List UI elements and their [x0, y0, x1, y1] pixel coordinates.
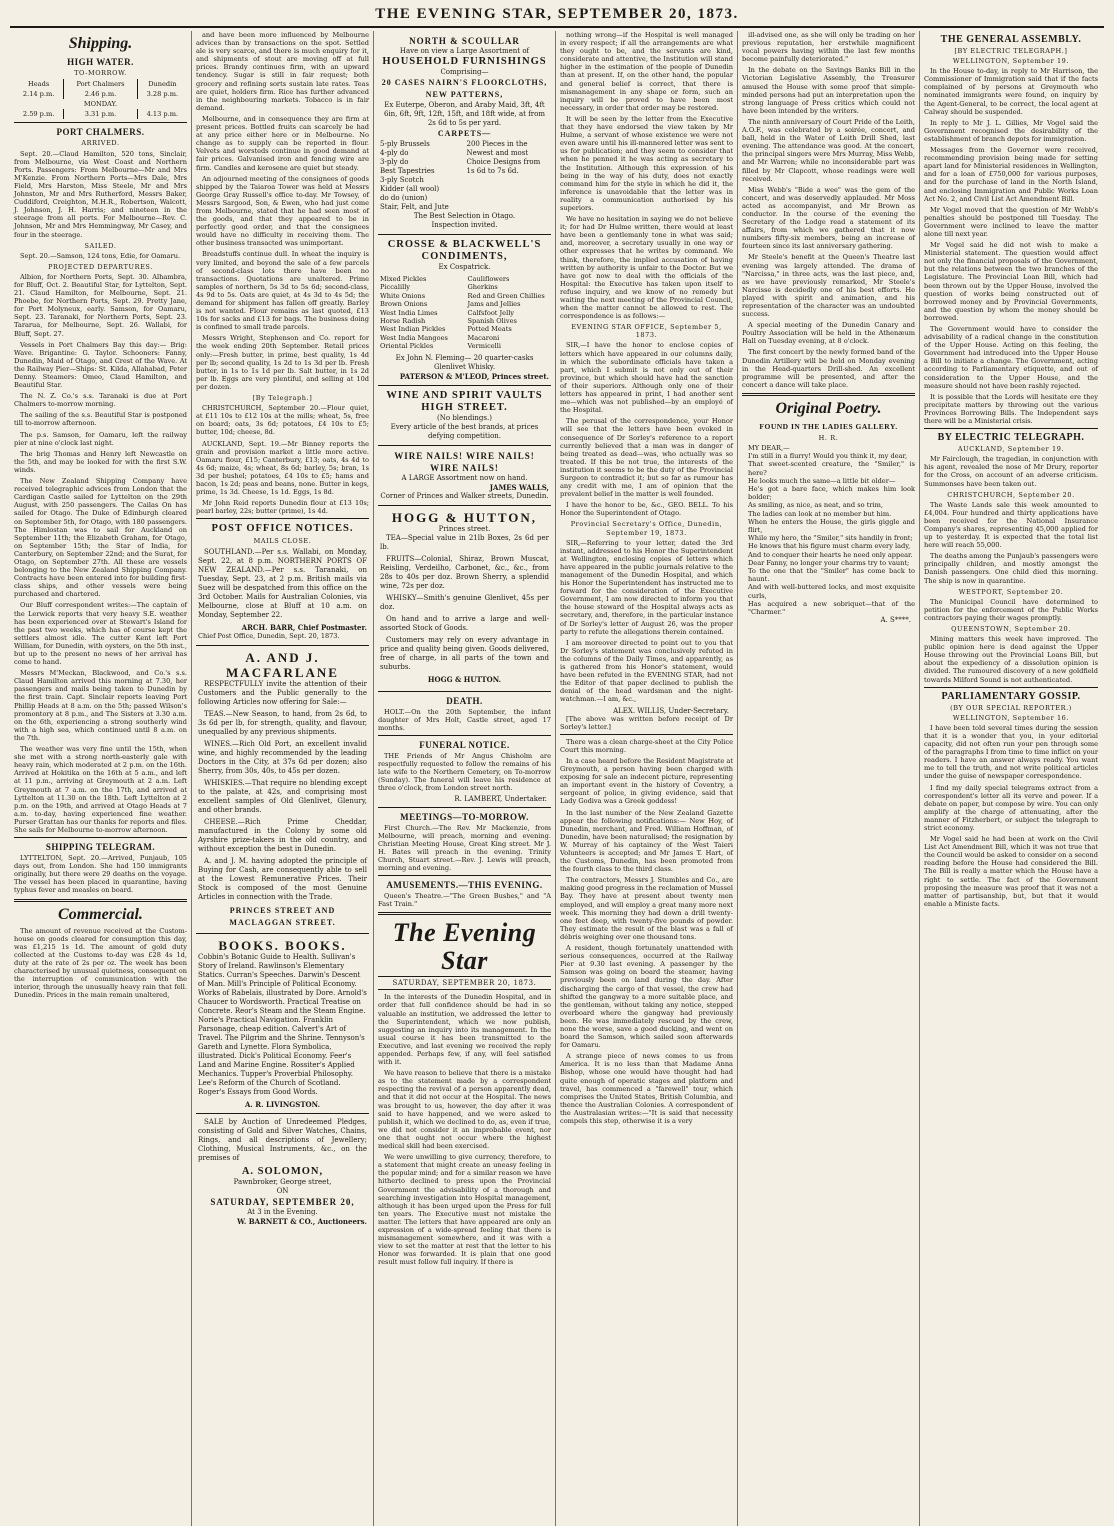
ad-item: A. and J. M. having adopted the principle of Buying for Cash, are consequently able to sell at the Lowest Remunerative Prices. Their Stock is composed of the most Genuine Articles in connection with the Trade. [198, 857, 367, 902]
paragraph: The sailing of the s.s. Beautiful Star is postponed till to-morrow afternoon. [14, 411, 187, 428]
news-paragraph: The first concert by the newly formed band of the Dunedin Artillery will be held on Monday evening in the Head-quarters Drill-shed. An excellent programme will be presented, and after the concert a dance will take place. [742, 348, 915, 389]
news-paragraph: In the last number of the New Zealand Gazette appear the following notifications:— New Hoy, of Dunedin, merchant, and Fred. William Hoffman, of Dunedin, have been naturalised; the resignation by W. Murray of his captaincy of the West Taieri Volunteers is accepted; and Mr James T. Hart, of the Customs, Dunedin, has been promoted from the fourth class to the third class. [560, 808, 733, 874]
post-office-notice [196, 518, 369, 645]
editorial-paragraph: We were unwilling to give currency, therefore, to a statement that might create an uneasy feeling in the popular mind; and for a similar reason we have hitherto declined to press upon the Provincial Government the advisability of a thorough and searching investigation into Hospital management, although it has been urged upon the Press for full ten years. The Executive must not mistake the matter. The letters that have appeared are only an expression of a wide-spread feeling that there is mismanagement somewhere, and it was with a view to set the matter at rest that the letter to his Honor was forwarded. It is plain that one good result must follow full inquiry. If there is [378, 1153, 551, 1267]
ad-item: Customers may rely on every advantage in price and quality being given. Goods delivered, free of charge, in all parts of the town and suburbs. [380, 635, 549, 671]
news-paragraph: The deaths among the Punjaub's passengers were principally children, and mostly amongst the Danish passengers. One child died this morning. The ship is now in quarantine. [924, 552, 1098, 585]
paterson-signature: PATERSON & M'LEOD, Princes street. [399, 371, 549, 381]
paragraph: AUCKLAND, Sept. 19.—Mr Binney reports the grain and provision market a little more active. Oamaru flour, £15; Canterbury, £13; oats, 4s 4d to 4s 6d; maize, 4s; wheat, 8s 6d; barley, 5s; bran, 1s 3d per bushel; potatoes, £4 10s to £5; hams and bacon, 1s 2d; peas and beans, none. Butter in kegs, prime, 1s 3d. Cheese, 1s 1d. Eggs, 1s 8d. [196, 439, 369, 497]
tide-row [14, 109, 187, 119]
projected-label: PROJECTED DEPARTURES. [48, 262, 153, 271]
books-signature: A. R. LIVINGSTON. [244, 1100, 321, 1110]
sale-date: SATURDAY, SEPTEMBER 20, [210, 1197, 355, 1208]
list-item: Best Tapestries [380, 167, 435, 175]
editorial-paragraph: In the interests of the Dunedin Hospital, and in order that full confidence should be had in so valuable an institution, we addressed the letter to the Superintendent, which we now publish, suggesting an inquiry into its management. In the usual course it has been transmitted to the Executive, and last evening we received the reply appended. Perhaps few, if any, will feel satisfied with it. [378, 993, 551, 1067]
news-paragraph: I find my daily special telegrams extract from a correspondent's letter all its verve and power. If a debate on paper, but compose by wire. You can only amplify at the charge of attenuating, after the manner of Fitzherbert, or subject the telegraph to strict economy. [924, 783, 1098, 832]
wine-ad [378, 385, 551, 445]
funeral-signature: R. LAMBERT, Undertaker. [454, 795, 547, 804]
post-office-date: Chief Post Office, Dunedin, Sept. 20, 1873. [198, 632, 340, 641]
list-item: Calfsfoot Jelly [467, 308, 515, 317]
commercial-heading: Commercial. [58, 905, 143, 923]
paragraph: Our Bluff correspondent writes:—The captain of the Lerwick reports that very heavy S.E. weather has been experienced over at Stewart's Island for the past two weeks, which has of course kept the settlers almost idle. The cutter Kent left Port William, for Dunedin, with oysters, on the 5th inst., but up to the present no news of her arrival has come to hand. [14, 601, 187, 667]
amusements-text: Queen's Theatre.—"The Green Bushes," and "A Fast Train." [378, 892, 551, 909]
list-item: Red and Green Chillies [467, 291, 545, 300]
reply-signature: ALEX. WILLIS, Under-Secretary. [613, 706, 729, 715]
editorial-paragraph: It will be seen by the letter from the Executive that they have endorsed the view taken by Mr Hulme, a servant of whose existence we were not even aware until his ill-mannered letter was sent to us for publication; and they seem to consider that when he penned it he was acting as secretary to the Institution. Although this expression of his being in the way of his duty, does not exactly command him for the style in which he did it, the inference is unavoidable that the letter was in reality a communication authorised by his superiors. [560, 114, 733, 212]
telegraph-label: [BY ELECTRIC TELEGRAPH.] [954, 47, 1068, 55]
news-paragraph: ill-advised one, as she will only be trading on her previous reputation, her erstwhile magnificent vocal powers having within the last few months become painfully deteriorated." [742, 31, 915, 64]
poem-line: He knows that his figure must charm every lady, [748, 542, 911, 551]
ad-item: On hand and to arrive a large and well-assorted Stock of Goods. [380, 614, 549, 632]
news-paragraph: Mr Vogel moved that the question of Mr Webb's penalties should be postponed till Tuesday. The Government were inclined to leave the matter alone till next year. [924, 205, 1098, 238]
ad-item: TEAS.—New Season, to hand, from 2s 6d, to 3s 6d per lb, for strength, quality, and flavour, unequalled by any previous shipments. [198, 710, 367, 737]
port-chalmers-heading: PORT CHALMERS. [56, 127, 145, 138]
list-item: 3-ply Scotch [380, 176, 424, 184]
shipping-heading: Shipping. [68, 35, 133, 52]
list-item: Vermicelli [467, 342, 501, 351]
list-item: Kidder (all wool) [380, 185, 440, 193]
poem-line: I'm still in a flurry! Would you think it, my dear, [748, 452, 908, 461]
poem-line: And with well-buttered locks, and most exquisite curls, [748, 583, 915, 600]
nails-ad [378, 445, 551, 505]
list-item: Piccalilly [380, 283, 411, 292]
news-paragraph: Miss Webb's "Bide a wee" was the gem of the concert, and was deservedly applauded. Mr Moss acted as accompanyist, and Mr Brown as conductor. In the course of the evening the Secretary of the Lodge read a statement of its affairs, from which we gathered that it now numbers fifty-six members, being an increase of fourteen since its last anniversary gathering. [742, 185, 915, 251]
solomon-name: A. SOLOMON, [241, 1166, 324, 1178]
news-paragraph: Mr Steele's benefit at the Queen's Theatre last evening was largely attended. The drama of "Narcissa," in three acts, was the last piece, and, as we have previously remarked, Mr Steele's Narcisse is decidedly one of his best efforts. He played with spirit and animation, and his representation of the character was an undoubted success. [742, 253, 915, 319]
christchurch-dateline: CHRISTCHURCH, September 20. [947, 490, 1075, 499]
macfarlane-ad [196, 645, 369, 933]
news-paragraph: Mining matters this week have improved. The public opinion here is dead against the Upper House throwing out the Provincial Loans Bill, but about the expediency of a dissolution opinion is divided. The rumoured discovery of a new goldfield towards Milford Sound is not authenticated. [924, 635, 1098, 684]
news-paragraph: It is possible that the Lords will hesitate ere they precipitate matters by throwing out the various Provinces Borrowing Bills. The Independent says there will be a Ministerial crisis. [924, 392, 1098, 426]
news-paragraph: A strange piece of news comes to us from America. It is no less than that Madame Anna Bishop, whose one would have thought had had quite enough of operatic stages and platform and travel, has commenced a "farewell" tour, which comprises the United States, British Columbia, and thence the Australian Colonies. A correspondent of the Australasian writes:—"It is said that necessity compels this step, otherwise it is a very [560, 1052, 733, 1125]
news-paragraph: In reply to Mr J. L. Gillies, Mr Vogel said the Government recognised the desirability of the establishment of branch depots for immigration. [924, 118, 1098, 143]
list-item: Potted Meats [467, 325, 512, 334]
tide-head: Port Chalmers [64, 79, 137, 89]
letter-paragraph: I have the honor to be, &c., GEO. BELL. To his Honor the Superintendent of Otago. [560, 501, 733, 518]
nails-heading: WIRE NAILS! WIRE NAILS! WIRE NAILS! [394, 450, 535, 473]
macfarlane-heading: A. AND J. MACFARLANE [226, 650, 339, 681]
death-text: HOLT.—On the 20th September, the infant daughter of Mrs Holt, Castle street, aged 17 months. [378, 707, 551, 732]
reply-paragraph: SIR,—Referring to your letter, dated the 3rd instant, addressed to his Honor the Superintendent at Wellington, enclosing copies of letters which have appeared in the public journals relative to the management of the Dunedin Hospital, and which his Honor the Superintendent has instructed me to forward for the consideration of the Executive Government, I am now directed to inform you that the house steward of the Hospital always acts as secretary, and, therefore, in the particular instance of Dr Sorley's letter of August 26, was the proper party to refute the allegations therein contained. [560, 538, 733, 636]
reply-paragraph: I am moreover directed to point out to you that Dr Sorley's statement was conclusively refuted in the columns of the Daily Times, and apparently, as is gathered from his Honor's statement, would have been refuted in the EVENING STAR, had not the Editor of that paper declined to publish the denial of the head wardsman and the night-watchman.—I am, &c., [560, 638, 733, 704]
news-paragraph: Mr Vogel said he had been at work on the Civil List Act Amendment Bill, which it was not true that the Council would be asked to consider on a second reading before the House had considered the Bill. The Bill is really a matter which the House have a right to settle. The fact of the Government proposing the measure was proof that it was not a matter of partisanship, but, but that it would enable a Ministe facts. [924, 835, 1098, 908]
on-label: ON [276, 1187, 289, 1196]
tide-day-row [14, 99, 187, 109]
westport-dateline: WESTPORT, September 20. [958, 587, 1064, 596]
tide-cell: 3.28 p.m. [146, 90, 179, 99]
list-item: Cauliflowers [467, 275, 510, 283]
north-scoullar-ad [378, 31, 551, 234]
wellington-dateline: WELLINGTON, September 19. [952, 57, 1070, 66]
editorial-paragraph: nothing wrong—if the Hospital is well managed in every respect; if all the arrangements are what they ought to be, and the servants are kind, considerate and attentive, the Institution will stand higher in the estimation of the people of Dunedin than at present. If, on the other hand, the popular and general belief is correct, that there is mismanagement in any shape or form, such an inquiry will be proved to have been most necessary, in order that order may be restored. [560, 31, 733, 112]
list-item: Macaroni [467, 333, 500, 342]
carpet-list [380, 140, 463, 212]
nails-text: A LARGE Assortment now on hand. [401, 473, 528, 482]
sale-ad [196, 1113, 369, 1230]
list-item: Horse Radish [380, 317, 426, 326]
hogg-hutton-signature: HOGG & HUTTON. [427, 674, 502, 684]
paragraph: The weather was very fine until the 15th, when she met with a strong north-easterly gale with heavy rain, which moderated at 2 p.m. on the 16th. Arrived at Hokitika on the 16th at 5 a.m., and left at 11 p.m., arriving at Greymouth at 2 a.m. Left Greymouth at 7 a.m. on the 17th, and arrived at Lyttelton at 11.30 on the 18th. Left Lyttelton at 2 p.m. on the 19th, and arrived at Otago Heads at 7 a.m. to-day, having experienced fine weather. Purser Grattan has our thanks for reports and files. She sails for Melbourne to-morrow afternoon. [14, 745, 187, 834]
wine-heading: WINE AND SPIRIT VAULTS HIGH STREET. [386, 389, 543, 413]
list-item: West Indian Pickles [380, 325, 446, 334]
poem-line: He looks much the same—a little bit older— [748, 476, 896, 485]
poem-line: To the one that the "Smiler" has come back to haunt. [748, 567, 915, 584]
poem-line: When he enters the House, the girls giggle and flirt, [748, 517, 915, 535]
hogg-hutton-heading: HOGG & HUTTON, [391, 509, 538, 525]
hogg-hutton-sub: Princes street. [438, 524, 491, 533]
sailed-label: SAILED. [84, 241, 117, 250]
reply-heading: Provincial Secretary's Office, Dunedin, September 19, 1873. [570, 520, 723, 537]
hogg-hutton-ad [378, 505, 551, 688]
crosse-blackwell-ad [378, 234, 551, 385]
gossip-dateline: WELLINGTON, September 16. [952, 713, 1070, 722]
news-paragraph: The Municipal Council have determined to petition for the enforcement of the Public Works contractors paying their wages promptly. [924, 597, 1098, 622]
pawnbroker-line: Pawnbroker, George street, [233, 1178, 332, 1187]
poem-body [742, 444, 915, 616]
tide-row [14, 89, 187, 99]
projected-text: Albion, for Northern Ports, Sept. 30. Alhambra, for Bluff, Oct. 2. Beautiful Star, for Lyttelton, Sept. 21. Claud Hamilton, for Melbourne, Sept. 21. Phoebe, for Northern Ports, Sept. 29. Pretty Jane, for Port Molyneux, early. Samson, for Oamaru, Sept. 23. Taranaki, for Northern Ports, Sept. 23. Tararua, for Melbourne, Sept. 26. Wallabi, for Bluff, Sept. 27. [14, 272, 187, 338]
books-ad [196, 933, 369, 1113]
list-item: Jams and Jellies [467, 300, 521, 309]
poem-line: He's got a bare face, which makes him look bolder; [748, 485, 915, 502]
list-item: 4-ply do [380, 149, 409, 157]
post-office-text: SOUTHLAND.—Per s.s. Wallabi, on Monday, Sept. 22, at 8 p.m. NORTHERN PORTS OF NEW ZEALAND.—Per s.s. Taranaki, on Tuesday, Sept. 23, at 2 p.m. British mails via Suez will be despatched from this office on the 3rd October. Mails for Australian Colonies, via Melbourne, close at Bluff at 10 a.m. on Monday, September 22. [198, 548, 367, 620]
commercial-text: The amount of revenue received at the Custom-house on goods cleared for consumption this day, was £1,215 1s 1d. The amount of gold duty collected at the Customs to-day was £28 4s 1d, duty at the rate of 2s per oz. The week has been characterised by unusual quietness, consequent on the interruption of communication with the interior, through the unusually heavy rain that fell. Dunedin. Prices in the main remain unaltered, [14, 926, 187, 1000]
editorial-paragraph: We have no hesitation in saying we do not believe it; for had Dr Hulme written, there would at least have been a gentlemanly tone in what was said; and, moreover, a secretary usually in one way or other expresses that he writes by command. We think, therefore, the implied accusation of having written by authority is unfair to the Doctor. But we have got now to deal with the officials of the Hospital: the Executive has taken upon itself to refuse inquiry, and we know of no remedy but waiting the next meeting of the Provincial Council, when the matter cannot be allowed to rest. The correspondence is as follows:— [560, 215, 733, 321]
books-heading: BOOKS. BOOKS. [218, 938, 347, 954]
column-4 [556, 31, 738, 1526]
sale-text: SALE by Auction of Unredeemed Pledges, consisting of Gold and Silver Watches, Chains, Rings, and all descriptions of Jewellery; Clothing, Musical Instruments, &c., on the premises of [198, 1118, 367, 1163]
tide-cell: 3.31 p.m. [64, 109, 137, 119]
poem-line: MY DEAR,— [748, 444, 790, 453]
letter-heading: EVENING STAR OFFICE, September 5, 1873. [571, 323, 722, 340]
reply-note: [The above was written before receipt of Dr Sorley's letter.] [560, 714, 733, 731]
paragraph: The New Zealand Shipping Company have received telegraphic advices from London that the Cardigan Castle sailed for Lyttelton on the 29th August, with 250 passengers. The Cailas On has sailed for Otago. The Duke of Edinburgh cleared on September 5th, for Otago, with 180 passengers. The Himlostan was to sail for Auckland on September 11th; the Elizabeth Graham, for Otago, on September 15th; the Star of India, for Canterbury, on September 22nd; and the Surat, for Otago, on September 27th. All these are vessels belonging to the New Zealand Shipping Company. Contracts have been entered into for building first-class ships, and other vessels were being purchased and chartered. [14, 477, 187, 599]
letter-paragraph: The perusal of the correspondence, your Honor will see that the letters have been evoked in consequence of Dr Sorley's reference to a report currently believed that a man was in danger of being treated as dead—was, who actually was so treated. If this be not true, the interests of the institution it seems to be the duty of the Provincial Surgeon to contradict it; but so far as rumour has any credit with me, I am of opinion that the prevalent belief in the matter is well founded. [560, 417, 733, 499]
tide-table [14, 79, 187, 119]
funeral-text: THE Friends of Mr Angus Chisholm are respectfully requested to follow the remains of his late wife to the Northern Cemetery, on To-morrow (Sunday). The funeral will leave his residence at three o'clock, from London street north. [378, 751, 551, 793]
paragraph: The p.s. Samson, for Oamaru, left the railway pier at nine o'clock last night. [14, 430, 187, 447]
walls-signature: JAMES WALLS, [489, 482, 549, 492]
macfarlane-text: RESPECTFULLY invite the attention of their Customers and the Public generally to the following Articles now offering for Sale:— [198, 680, 367, 707]
poem-line: While my hero, the "Smiler," sits handily in front; [748, 534, 913, 543]
north-scoullar-text: Have on view a Large Assortment of [399, 47, 530, 55]
arrived-label: ARRIVED. [81, 139, 120, 148]
post-office-signature: ARCH. BARR, Chief Postmaster. [241, 623, 367, 633]
list-item: Oriental Pickles [380, 342, 434, 351]
high-water-heading: HIGH WATER. [67, 57, 134, 67]
list-item: Stair, Felt, and Jute [380, 203, 449, 211]
meetings-heading: MEETINGS—TO-MORROW. [400, 811, 529, 822]
paragraph: An adjourned meeting of the consignees of goods shipped by the Taiaroa Tower was held at Messrs George Gray Russell's office to-day. Mr Towsey, of Messrs Sargood, Son, & Ewen, who had just come from Melbourne, stated that he had seen most of the goods, and that they appeared to be in perfectly good order, and that the consignees would have no difficulty in receiving them. The other business transacted was unimportant. [196, 174, 369, 248]
news-paragraph: In a case heard before the Resident Magistrate at Greymouth, a person having been charged with exposing for sale an indecent picture, representing an important event in the history of Coventry, a sergeant of police, in giving evidence, said that Lady Godiva was a Greek goddess! [560, 756, 733, 806]
news-paragraph: In the House to-day, in reply to Mr Harrison, the Commissioner of Immigration said that if the facts complained of by persons at Greymouth who nominated immigrants were found, on inquiry by the Agent-General, to be correct, the local agent at Calway should be suspended. [924, 67, 1098, 116]
paragraph: Melbourne, and in consequence they are firm at present prices. Bottled fruits can scarcely be had at any price either here or in Melbourne. No change as to supply can be reported in flour. Velvets and worsteds continue in good demand at fair prices. Galvanised iron and fencing wire are firm. Candles and kerosene are quiet but steady. [196, 114, 369, 172]
paragraph: Mr John Reid reports Dunedin flour at £13 10s; pearl barley, 22s; butter (prime), 1s 4d. [196, 499, 369, 516]
sailed-text: Sept. 20.—Samson, 124 tons, Edie, for Oamaru. [20, 251, 181, 260]
auctioneers-signature: W. BARNETT & CO., Auctioneers. [237, 1217, 367, 1227]
cases-heading: 20 CASES NAIRN'S FLOORCLOTHS, NEW PATTERNS, [381, 78, 548, 99]
ad-item: WHISKY—Smith's genuine Glenlivet, 45s per doz. [380, 593, 549, 611]
tide-heads-row [14, 79, 187, 89]
newspaper-title: THE EVENING STAR, SEPTEMBER 20, 1873. [375, 6, 739, 22]
editorial-dateline: SATURDAY, SEPTEMBER 20, 1873. [378, 976, 551, 990]
paragraph: and have been more influenced by Melbourne advices than by transactions on the spot. Settled ale is very scarce, and there is much enquiry for it, and shipments of stout are moving off at full prices. Brandy continues firm, with an upward tendency. Sugar is still in fair request; both grocery and refining sorts sustain late rates. Teas are quiet, holders firm. Rice has further advanced in the neighbouring markets. Tobacco is in fair demand. [196, 31, 369, 112]
list-item: 3-ply do [380, 158, 409, 166]
macfarlane-address: PRINCES STREET AND MACLAGGAN STREET. [229, 906, 336, 928]
original-poetry-heading: Original Poetry. [775, 399, 882, 417]
column-3 [374, 31, 556, 1526]
list-item: Gherkins [467, 283, 498, 292]
news-paragraph: The contractors, Messrs J. Stumbles and Co., are making good progress in the reclamation of Mussel Bay. They have at present about twenty men employed, and will employ a great many more next week. This morning they had down a drill twenty-one feet deep, with twenty-five pounds of powder. They estimate the result of the blast was a fall of débris weighing over one thousand tons. [560, 876, 733, 941]
whisky-note: Ex John N. Fleming— 20 quarter-casks Glenlivet Whisky. [395, 353, 534, 371]
list-item: West India Mangoes [380, 333, 448, 342]
condiments-list [380, 275, 549, 351]
tide-cell: 4.13 p.m. [146, 110, 179, 119]
news-paragraph: A special meeting of the Dunedin Canary and Poultry Association will be held in the Athenæum Hall on Tuesday evening, at 8 o'clock. [742, 321, 915, 346]
tide-cell: 2.59 p.m. [14, 109, 64, 119]
poem-line: That sweet-scented creature, the "Smiler," is here? [748, 460, 915, 477]
paragraph: The N. Z. Co.'s s.s. Taranaki is due at Port Chalmers to-morrow morning. [14, 392, 187, 409]
evening-star-nameplate: The Evening Star [392, 918, 537, 976]
paragraph: CHRISTCHURCH, September 20.—Flour quiet, at £11 10s to £12 10s at the mills; wheat, 5s, free on board; oats, 3s 6d; potatoes, £4 10s to £5; butter, 10d; cheese, 8d. [196, 404, 369, 437]
poem-title: FOUND IN THE LADIES GALLERY. [759, 421, 898, 431]
monday-label: MONDAY. [83, 100, 118, 109]
carpet-note: 200 Pieces in the Newest and most Choice Designs from 1s 6d to 7s 6d. [466, 140, 541, 175]
poem-line: The ladies can look at no member but him. [748, 509, 892, 518]
news-paragraph: In the debate on the Savings Banks Bill in the Victorian Legislative Assembly, the Treasurer amused the House with some proof that simple-minded persons had put an interpretation upon the strong language of Press critics which could not have been intended by the writers. [742, 66, 915, 115]
ad-item: CHEESE.—Rich Prime Cheddar, manufactured in the Colony by some old Ayrshire prize-takers in the old country, and without exception the best in Dunedin. [198, 818, 367, 854]
tide-cell: 2.14 p.m. [14, 89, 64, 99]
poem-line: As smiling, as nice, as neat, and so trim, [748, 501, 883, 510]
tide-cell: 2.46 p.m. [64, 89, 137, 99]
paragraph: Messrs Wright, Stephenson and Co. report for the week ending 20th September. Retail prices only:—Fresh butter, in prime, best quality, 1s 4d per lb; second quality, 1s 2d to 1s 3d per lb. Fresh butter, in 1s to 1s 1d per lb. Salt butter, in 1s 2d per lb. Eggs are very plentiful, and selling at 10d per dozen. [196, 334, 369, 391]
masthead [10, 6, 1104, 28]
columns [10, 31, 1104, 1526]
mails-close-label: MAILS CLOSE. [253, 537, 312, 546]
news-paragraph: Mr Vogel said he did not wish to make a Ministerial statement. The question would affect not only the financial proposals of the Government, but the relations between the two branches of the Legislature. The Provincial Loan Bill, which had been thrown out by the Upper House, involved the question of works being constructed out of borrowed money and by Provincial Governments, and the question by whom the money should be borrowed. [924, 241, 1098, 322]
list-item: 5-ply Brussels [380, 140, 430, 148]
news-paragraph: Messages from the Governor were received, recommending provision being made for setting apart land for Ministerial residences in Wellington, and for a loan of £750,000 for various purposes, and for the purchase of land in the North Island, and enclosing Immigration and Public Works Loan Act No. 2, and Civil List Act Amendment Bill. [924, 146, 1098, 203]
column-2 [192, 31, 374, 1526]
wine-note: (No blendings.) [437, 413, 492, 422]
paragraph: Vessels in Port Chalmers Bay this day:— Brig: Wave. Brigantine: G. Taylor. Schooners: Fanny, Dunedin, Maid of Otago, and Crest of the Wave. At the Railway Pier—Ships: St. Kilda, Allahabad, Peter Denny. Steamers: Omeo, Claud Hamilton, and Beautiful Star. [14, 340, 187, 390]
meetings-text: First Church.—The Rev. Mr Mackenzie, from Melbourne, will preach, morning and evening. Christian Meeting House, Great King street. Mr J. H. Bates will preach in the evening. Trinity Church, Stuart street.—Rev. J. Lewis will preach, morning and evening. [378, 823, 551, 872]
arrived-text: Sept. 20.—Claud Hamilton, 520 tons, Sinclair, from Melbourne, via West Coast and Northern Ports. Passengers: From Melbourne—Mr and Mrs M'Kenzie. From Northern Ports—Mrs Dale, Mrs Field, Mrs Harston, Miss Steele, Mr and Mrs Johnston, Mr and Mrs Rutherford, Messrs Baker, Cuddiford, Creighton, M.H.R., Robertson, Walcott, J. Johnson, J. H. Harris; and nineteen in the steerage from all ports. For Melbourne—Rev. C. Johnson, Mr and Mrs Hemmingway, Mr Casey, and four in the steerage. [14, 149, 187, 239]
ad-item: WINES.—Rich Old Port, an excellent invalid wine, and highly recommended by the leading Doctors in the City, at 37s 6d per dozen; also Sherry, from 30s, 40s, to 45s per dozen. [198, 740, 367, 776]
auckland-dateline: AUCKLAND, September 19. [957, 445, 1065, 454]
parliamentary-gossip-heading: PARLIAMENTARY GOSSIP. [941, 690, 1081, 702]
list-item: White Onions [380, 291, 426, 300]
letter-paragraph: SIR,—I have the honor to enclose copies of letters which have appeared in our columns daily, in which the subordinate officials have taken a part, which I submit is not only out of their province, but which should have had the sanction of their superiors. Although only one of their letters has appeared in print, I had another sent me—which was not published—by an employé of the Hospital. [560, 341, 733, 415]
paragraph: Breadstuffs continue dull. In wheat the inquiry is very limited, and beyond the sale of a few parcels of second-class lots there have been no transactions. Quotations are unaltered. Prime samples of northern, 5s 3d to 5s 6d; second-class, 4s 9d to 5s. Oats are quiet, at 4s 3d to 4s 5d; the demand for shipment has fallen off greatly. Barley is not wanted. Flour remains as last quoted, £13 10s for sacks and £13 for bags. The business doing is confined to small trade parcels. [196, 250, 369, 332]
walls-address: Corner of Princes and Walker streets, Dunedin. [380, 491, 549, 500]
comprising-label: Comprising— [440, 68, 489, 76]
tide-head: Heads [14, 79, 64, 89]
list-item: Spanish Olives [467, 317, 517, 326]
news-paragraph: A resident, though fortunately unattended with serious consequences, occurred at the Railway Pier at 9.30 last evening. A passenger by the Samson was going on board the steamer, having previously been on land during the day. After discharging the cargo of that vessel, the crew had shifted the gangway to a more suitable place, and the gentleman, without taking any notice, stepped overboard where the gangway had previously been. He was immediately rescued by the crew, none the worse, save a good ducking, and went on board the Samson, which sailed soon afterwards for Oamaru. [560, 944, 733, 1050]
poem-line: Has acquired a new sobriquet—that of the "Charmer." [748, 599, 915, 617]
tomorrow-label: TO-MORROW. [74, 69, 127, 77]
news-paragraph: I have been told several times during the session that it is a wonder that you, in your editorial capacity, did not often run your pen through some of the paragraphs I from time to time inflict on your readers. I have an answer always ready. You want me to tell the truth, and not write political articles under the guise of newspaper correspondence. [924, 723, 1098, 781]
news-paragraph: Mr Fairclough, the tragedian, in conjunction with his agent, revealed the nose of Mr Drury, reporter for the Cross, on account of an adverse criticism. Summonses have been taken out. [924, 455, 1098, 488]
poem-line: Dear Fanny, no longer your charms try to vaunt; [748, 558, 910, 567]
paragraph: The brig Thomas and Henry left Newcastle on the 5th, and may be looked for with the first S.W. winds. [14, 449, 187, 474]
list-item: West India Limes [380, 308, 438, 317]
cases-text: Ex Euterpe, Oberon, and Araby Maid, 3ft, 4ft 6in, 6ft, 9ft, 12ft, 15ft, and 18ft wide, at from 2s 6d to 5s per yard. [383, 101, 546, 127]
tide-head: Dunedin [148, 80, 177, 89]
column-6 [920, 31, 1102, 1526]
poem-signature: A. S****. [880, 616, 911, 625]
books-list: Cobbin's Botanic Guide to Health. Sullivan's Story of Ireland. Rawlinson's Elementary Statics. Curran's Speeches. Darwin's Descent of Man. Mill's Principle of Political Economy. Works of Rabelais, illustrated by Dore. Arnold's Chaucer to Wordsworth. Practical Treatise on Concrete. Reor's Steam and the Steam Engine. Norie's Practical Navigation. Franklin Parsonage, cheap edition. Calvert's Art of Travel. The Pilgrim and the Shrine. Tennyson's Gareth and Lynette. Flora Symbolica, illustrated. Dick's Political Economy. Feer's Land and Marine Engine. Rossiter's Applied Mechanics. Tupper's Proverbial Philosophy. Lee's Reform of the Church of Scotland. Roger's Essays from Good Words. [198, 953, 367, 1097]
inspection-text: Inspection invited. [431, 221, 498, 229]
editorial-paragraph: We have reason to believe that there is a mistake as to the statement made by a correspondent respecting the revival of a person apparently dead, and that it did not occur at the Hospital. The news was brought to us, however, the day after it was said to have happened, and we were asked to publish it, which we declined to do, as, even if true, we did not consider it an improbable event, nor one that ought not occur where the highest medical skill had been exercised. [378, 1069, 551, 1151]
shipping-telegram-heading: SHIPPING TELEGRAM. [45, 842, 156, 853]
crosse-blackwell-heading: CROSSE & BLACKWELL'S CONDIMENTS, [387, 239, 542, 262]
list-item: Mixed Pickles [380, 275, 427, 283]
ad-item: TEA—Special value in 21lb Boxes, 2s 6d per lb. [380, 533, 549, 551]
news-paragraph: The ninth anniversary of Court Pride of the Leith, A.O.F., was celebrated by a soirée, concert, and ball, held in the Water of Leith Drill Shed, last evening. The attendance was good. At the concert, the principal singers were Mrs Murray, Miss Webb, and Mr Warren; while no inconsiderable part was filled by Mr Clapcott, whose readings were well received. [742, 117, 915, 183]
queenstown-dateline: QUEENSTOWN, September 20. [951, 625, 1071, 633]
news-paragraph: The Waste Lands sale this week amounted to £4,004. Four hundred and thirty applications have been received for the National Insurance Company's shares, representing 45,000 applied for up to yesterday. It is expected that the total list here will reach 55,000. [924, 500, 1098, 550]
column-1 [10, 31, 192, 1526]
column-5 [738, 31, 920, 1526]
telegram-text: LYTTELTON, Sept. 20.—Arrived, Punjaub, 105 days out, from London. She had 150 immigrants originally, but there were 29 deaths on the voyage. The vessel has been placed in quarantine, having typhus fever and measles on board. [14, 854, 187, 895]
news-paragraph: There was a clean charge-sheet at the City Police Court this morning. [560, 737, 733, 754]
electric-telegraph-heading: BY ELECTRIC TELEGRAPH. [937, 432, 1085, 444]
carpets-block [380, 140, 549, 212]
ad-item: FRUITS—Colonial, Shiraz, Brown Muscat, Reisling, Verdeilho, Carbonet, &c., &c., from 28s to 40s per doz. Brown Sherry, a splendid wine, 72s per doz. [380, 554, 549, 590]
paragraph: Messrs M'Meckan, Blackwood, and Co.'s s.s. Claud Hamilton arrived this morning at 7.30, her passengers and mails being taken to Dunedin by the first train. Capt. Sinclair reports leaving Port Phillip Heads at 8 a.m. on the 5th; passed Wilson's promontory at 8 p.m., and The Sisters at 3.30 a.m. on the 6th, experiencing a strong southerly wind with a high sea, which continued until 8 a.m. on the 7th. [14, 669, 187, 742]
household-heading: HOUSEHOLD FURNISHINGS [382, 56, 547, 67]
sale-time: At 3 in the Evening. [247, 1208, 318, 1217]
funeral-heading: FUNERAL NOTICE. [419, 739, 510, 750]
list-item: do do (union) [380, 194, 428, 202]
death-heading: DEATH. [446, 695, 483, 706]
list-item: Brown Onions [380, 300, 428, 309]
special-reporter-label: (BY OUR SPECIAL REPORTER.) [950, 703, 1072, 712]
poem-line: And to conquer their hearts he need only appear. [748, 550, 913, 559]
best-selection-text: The Best Selection in Otago. [413, 212, 516, 220]
amusements-heading: AMUSEMENTS.—THIS EVENING. [386, 880, 543, 891]
general-assembly-heading: THE GENERAL ASSEMBLY. [940, 34, 1082, 45]
ad-item: WHISKIES.—That require no blending except to the palate, at 42s, and comprising most excellent samples of Old Glenlivet, Glenury, and other brands. [198, 779, 367, 815]
poem-byline: H. R. [818, 433, 839, 442]
news-paragraph: The Government would have to consider the advisability of a radical change in the constitution of the Upper House. Acting on this feeling, the Government had introduced into the Upper House a Bill to initiate a change. The Government, acting according to Parliamentary etiquette, and out of consideration to the Upper House, and the measure should not have been rashly rejected. [924, 325, 1098, 390]
post-office-heading: POST OFFICE NOTICES. [211, 523, 354, 535]
wine-text: Every article of the best brands, at prices defying competition. [390, 422, 539, 440]
north-scoullar-heading: NORTH & SCOULLAR [409, 36, 520, 46]
crosse-blackwell-sub: Ex Cospatrick. [438, 263, 491, 271]
telegraph-label: [By Telegraph.] [252, 394, 313, 403]
carpets-heading: CARPETS— [437, 129, 492, 138]
